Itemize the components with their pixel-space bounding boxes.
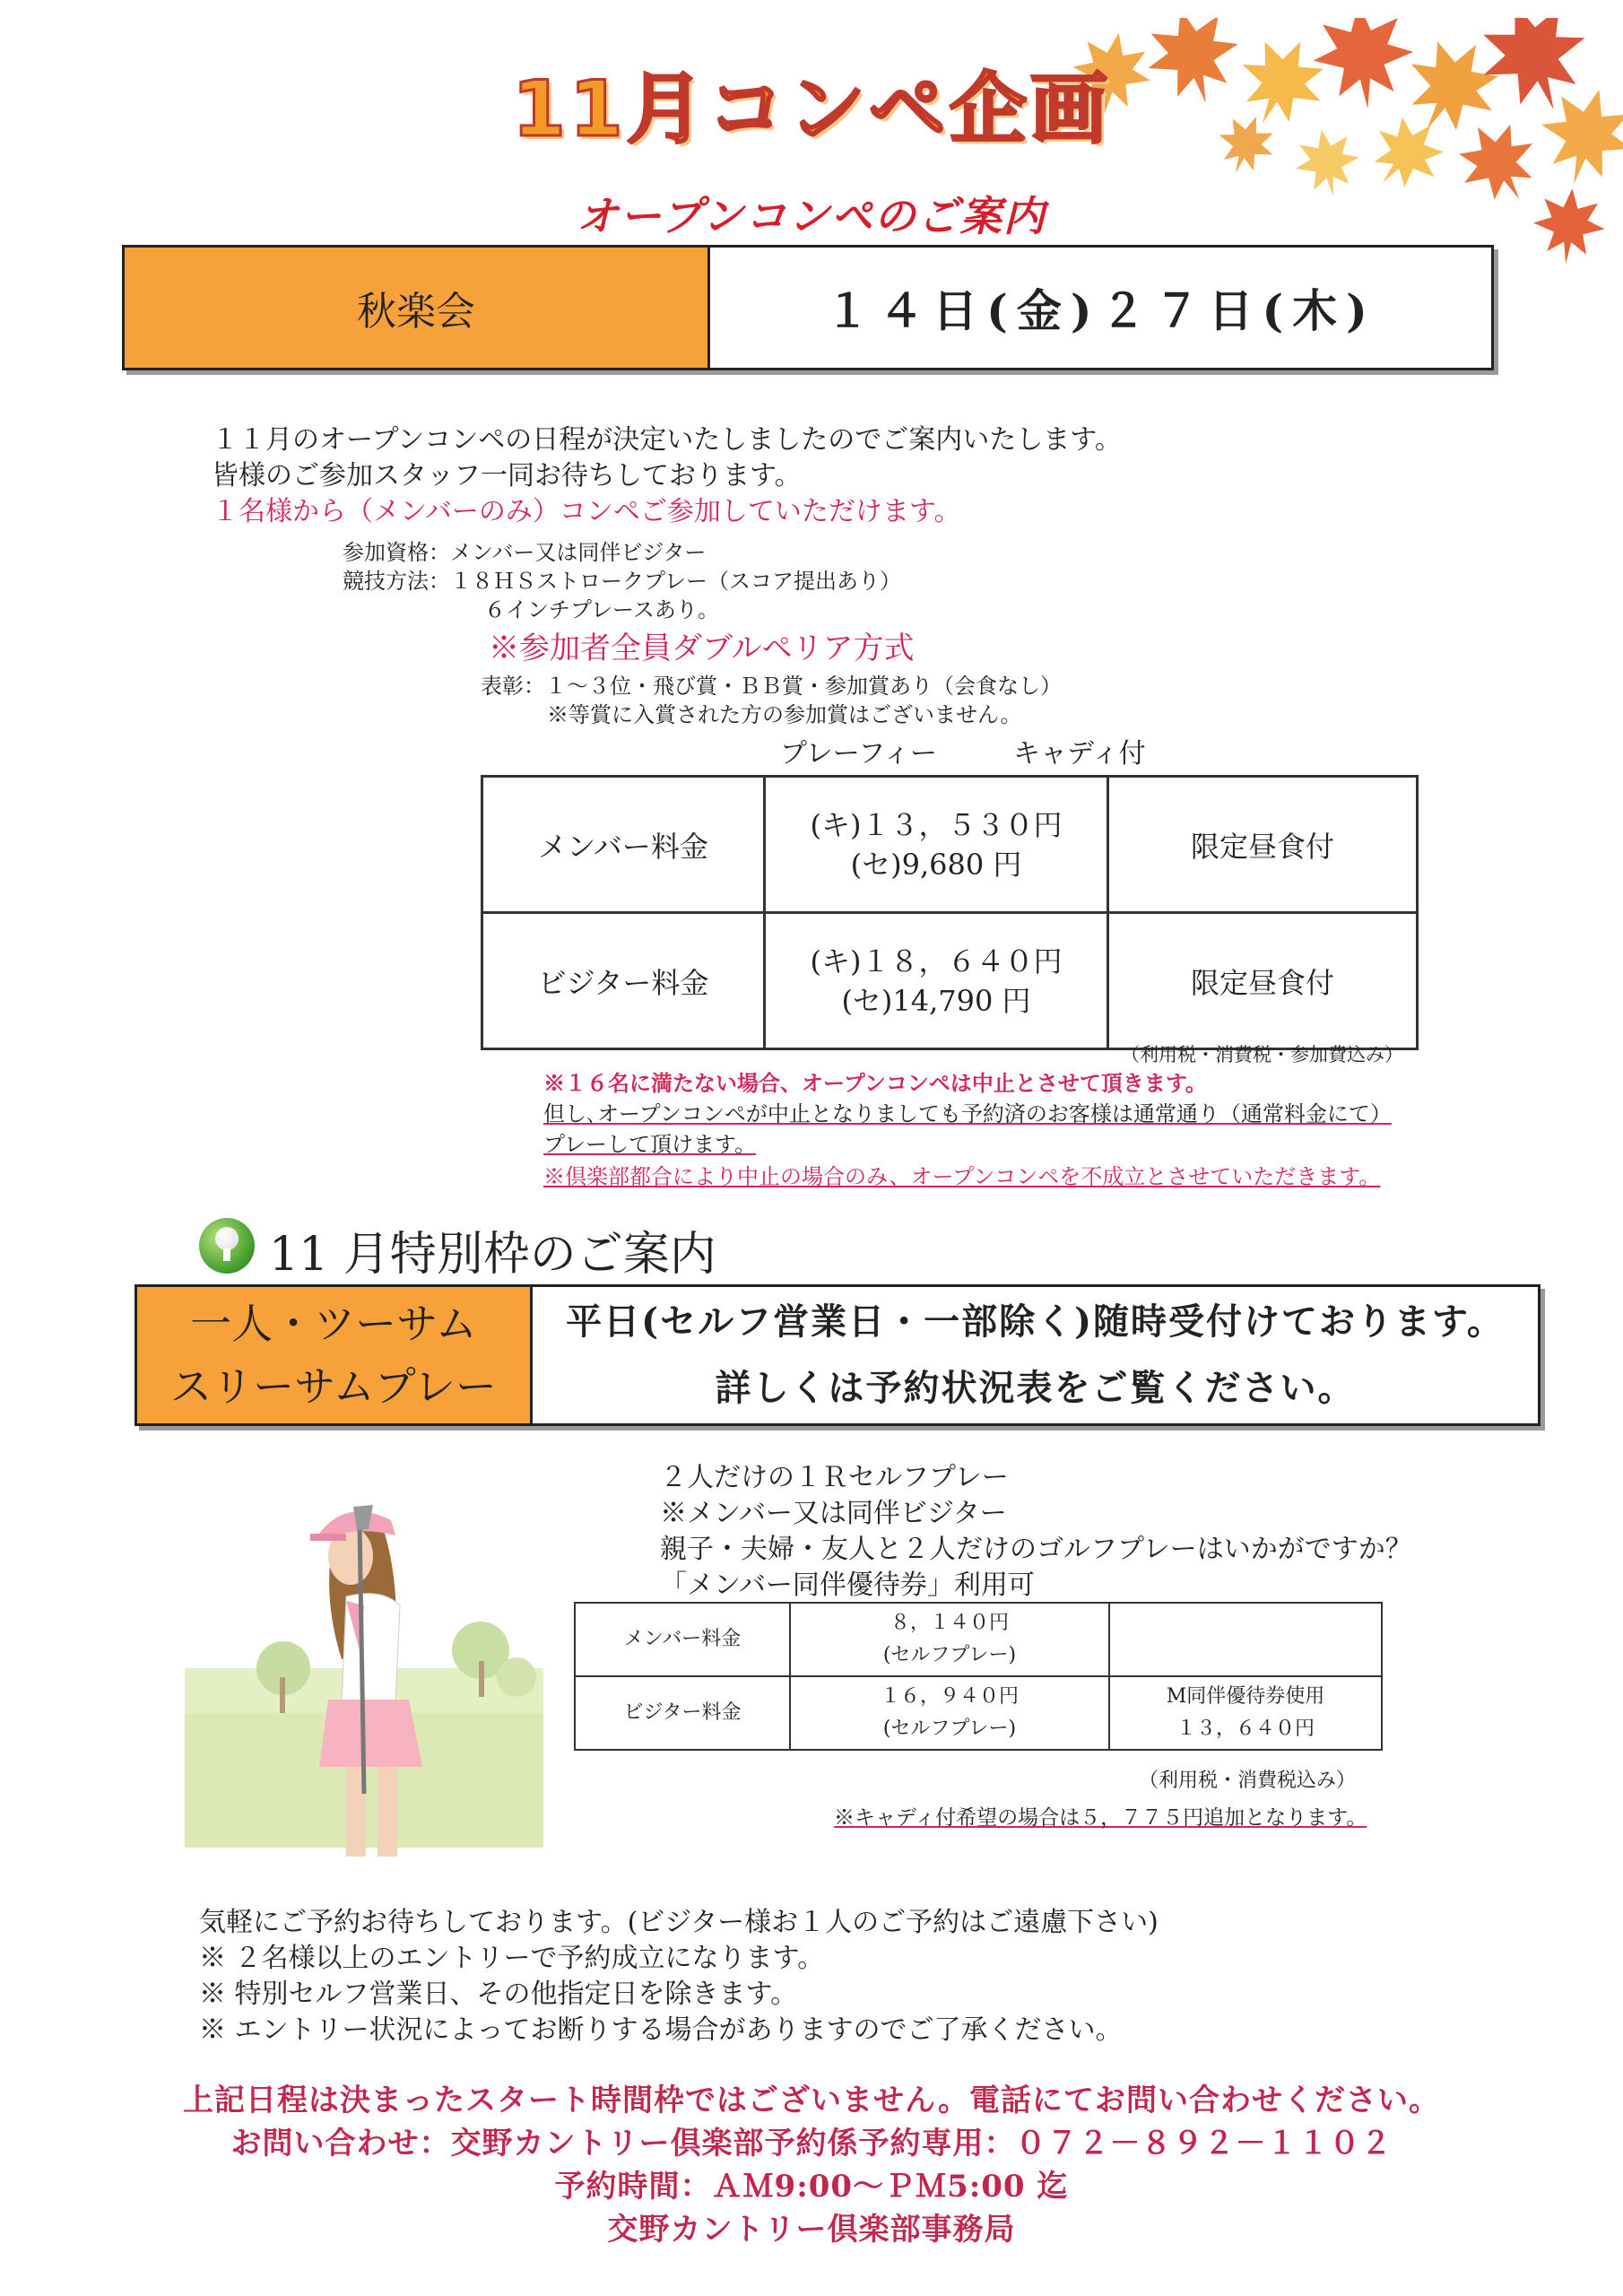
fee-price [765,913,1108,1049]
event-header-box [122,245,1494,370]
event-dates: １４日(金)２７日(木) [710,248,1491,368]
fee-price-type: (セルフプレー) [882,1718,1017,1740]
footer-line-4: ※ エントリー状況によってお断りする場合がありますのでご了承ください。 [199,2014,1123,2046]
fee-price [765,777,1108,913]
page-subtitle: オープンコンペのご案内 [577,192,1046,240]
fee-price-self: (セ)9,680 円 [850,847,1022,882]
intro-line-1: １１月のオープンコンペの日程が決定いたしましたのでご案内いたします。 [212,424,1122,456]
fee-price-caddie: (キ)１３，５３０円 [810,807,1063,842]
notice-played-text: 但し､オープンコンペが中止となりましても予約済のお客様は [543,1101,1133,1126]
competition-fee-table [481,775,1419,1050]
fee-note-line-1: M同伴優待券使用 [1166,1685,1325,1708]
footer-line-1: 気軽にご予約お待ちしております。(ビジター様お１人のご予約はご遠慮下さい) [199,1907,1159,1938]
fee-price-amount: ８，１４０円 [890,1612,1009,1634]
intro-line-2: 皆様のご参加スタッフ一同お待ちしております。 [212,460,802,491]
footer-line-2: ※ ２名様以上のエントリーで予約成立になります。 [199,1943,825,1974]
rule-format-2: ６インチプレースあり。 [484,597,719,622]
fee-label: ビジター料金 [482,913,765,1049]
two-person-line-1: ２人だけの１Ｒセルフプレー [660,1462,1009,1493]
two-person-line-3: 親子・夫婦・友人と２人だけのゴルフプレーはいかがですか？ [660,1534,1412,1565]
fee-price-self: (セ)14,790 円 [841,983,1031,1018]
table-row [575,1676,1382,1750]
footer-line-3: ※ 特別セルフ営業日、その他指定日を除きます。 [199,1979,798,2010]
fee-note-line-2: １３，６４０円 [1176,1718,1315,1740]
rule-awards-note: ※等賞に入賞された方の参加賞はございません。 [547,702,1022,727]
golf-ball-icon [199,1218,255,1274]
special-label-line-2: スリーサムプレー [170,1362,497,1411]
golfer-illustration [185,1471,561,1866]
event-name: 秋楽会 [125,248,710,368]
contact-line-1: 上記日程は決まったスタート時間枠ではございません。電話にてお問い合わせください。 [182,2083,1441,2118]
special-info-line-2: 詳しくは予約状況表をご覧ください。 [715,1367,1356,1409]
rule-eligibility: 参加資格：メンバー又は同伴ビジター [343,540,707,565]
fee-label: メンバー料金 [575,1603,790,1676]
section-heading-special: 11 月特別枠のご案内 [269,1228,716,1282]
contact-line-3: 予約時間：ＡＭ9:00～ＰＭ5:00 迄 [554,2169,1069,2205]
special-info-line-1: 平日(セルフ営業日・一部除く)随時受付けております。 [566,1300,1505,1343]
fee-price [790,1676,1109,1750]
fee-note [1109,1676,1382,1750]
fee-note: 限定昼食付 [1108,777,1418,913]
fee-tax-note: （利用税・消費税・参加費込み） [1121,1044,1403,1065]
fee-note [1109,1603,1382,1676]
intro-line-3: １名様から（メンバーのみ）コンペご参加していただけます。 [212,496,961,527]
table-row [482,913,1418,1049]
fee-label: メンバー料金 [482,777,765,913]
contact-line-4: 交野カントリー倶楽部事務局 [607,2212,1016,2248]
caddie-extra-note: ※キャディ付希望の場合は５，７７５円追加となります。 [834,1806,1367,1830]
table-row [482,777,1418,913]
notice-club: ※倶楽部都合により中止の場合のみ、オープンコンペを不成立とさせていただきます。 [543,1164,1381,1189]
page-title: 11月コンペ企画 [512,65,1111,154]
notice-normal-fee: 通常通り（通常料金にて） [1133,1101,1392,1126]
table-row [575,1603,1382,1676]
rule-format: 競技方法：１８ＨＳストロークプレー（スコア提出あり） [343,569,902,594]
notice-played [543,1096,1392,1127]
special-slot-info [533,1287,1538,1423]
fee-note: 限定昼食付 [1108,913,1418,1049]
special-slot-label [137,1287,533,1423]
fee-price-caddie: (キ)１８，６４０円 [810,944,1063,978]
self-fee-tax-note: （利用税・消費税込み） [1139,1770,1357,1792]
fee-price-type: (セルフプレー) [882,1644,1017,1666]
contact-line-2: お問い合わせ：交野カントリー倶楽部予約係予約専用：０７２－８９２－１１０２ [230,2126,1393,2161]
fee-price-amount: １６，９４０円 [880,1685,1019,1708]
rule-handicap: ※参加者全員ダブルペリア方式 [489,631,915,666]
fee-header-play: プレーフィー [780,738,937,770]
fee-label: ビジター料金 [575,1676,790,1750]
special-label-line-1: 一人・ツーサム [190,1300,477,1348]
notice-cancel: ※１６名に満たない場合、オープンコンペは中止とさせて頂きます。 [543,1070,1207,1096]
notice-play-ok: プレーして頂けます。 [543,1132,757,1157]
fee-price [790,1603,1109,1676]
special-slot-box [135,1284,1541,1426]
two-person-line-4: 「メンバー同伴優待券」利用可 [660,1570,1035,1601]
self-play-fee-table [574,1602,1383,1751]
rule-awards: 表彰：１～３位・飛び賞・ＢＢ賞・参加賞あり（会食なし） [481,674,1062,699]
fee-header-caddie: キャディ付 [1013,738,1146,770]
two-person-line-2: ※メンバー又は同伴ビジター [660,1498,1007,1529]
